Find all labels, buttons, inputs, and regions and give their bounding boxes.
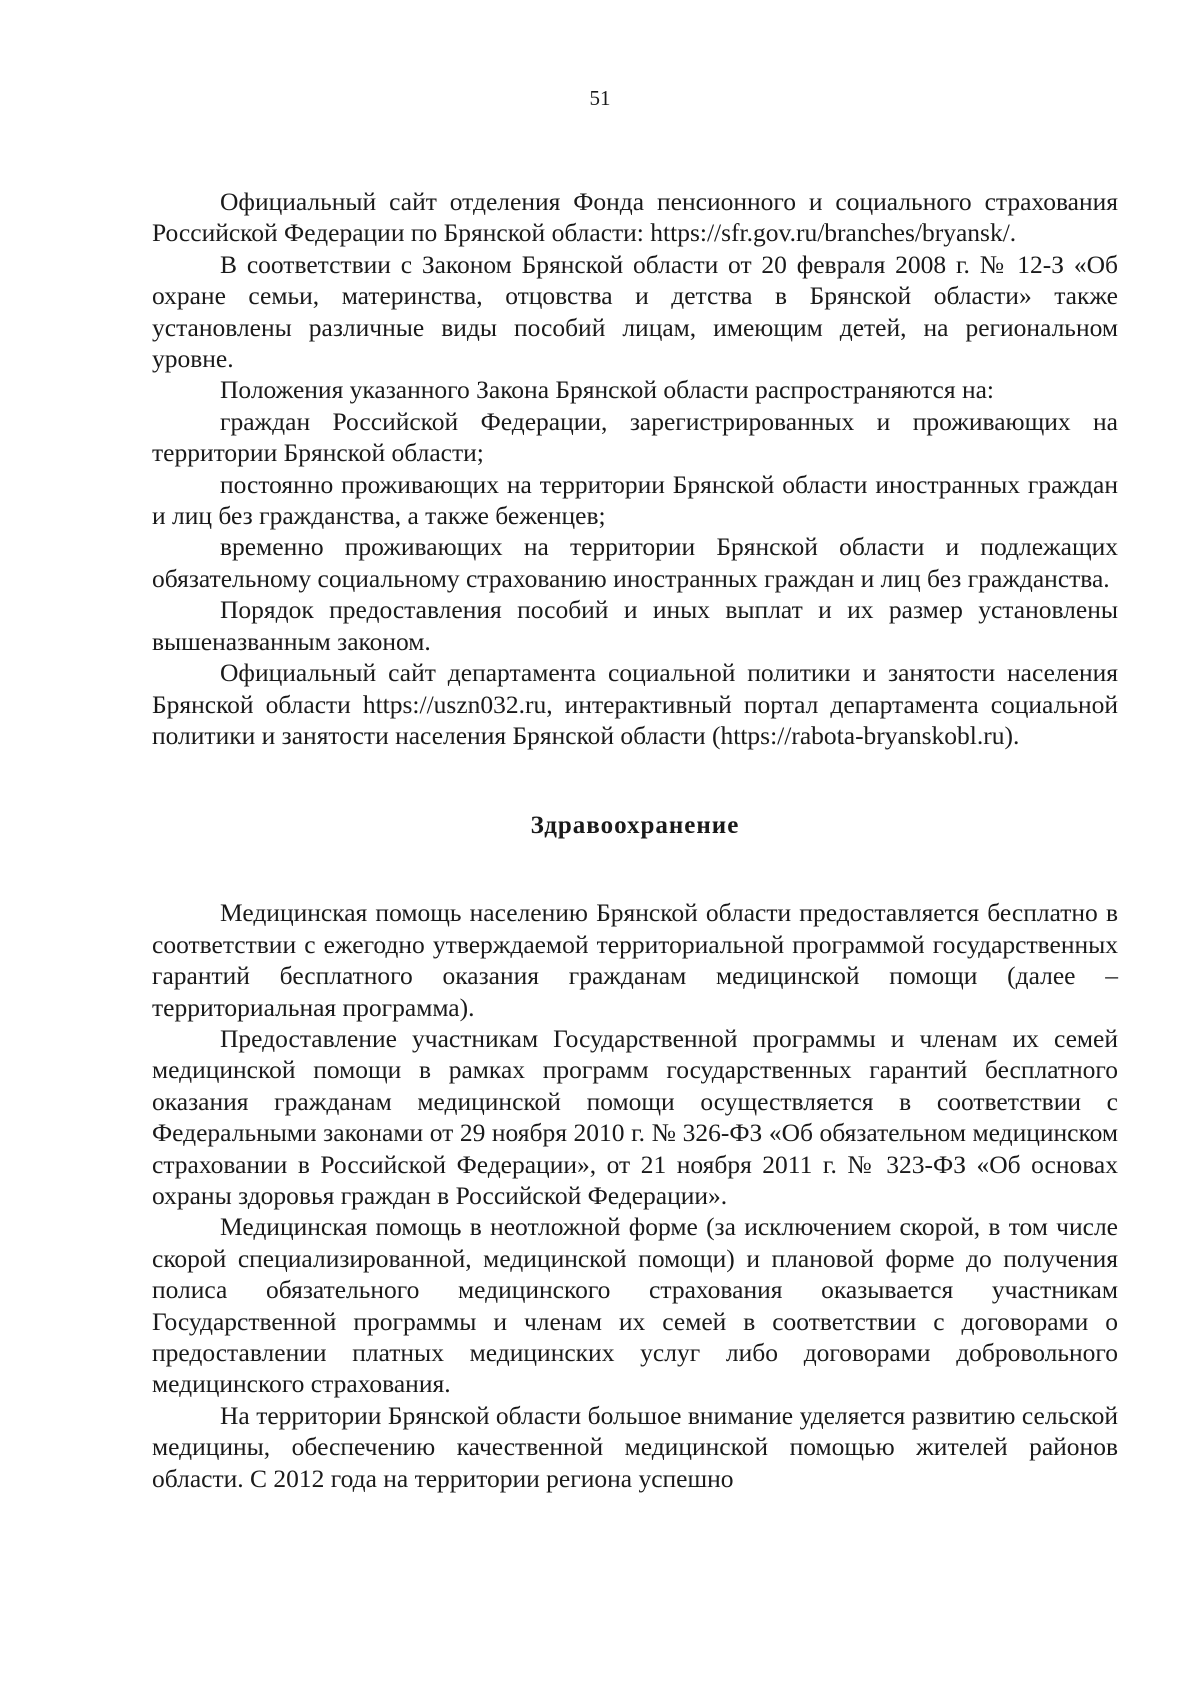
paragraph-scope-foreigners-permanent: постоянно проживающих на территории Брянской области иностранных граждан и лиц без гражданства, а также беженцев; [152,469,1118,531]
paragraph-scope-foreigners-temporary: временно проживающих на территории Брянской области и подлежащих обязательному социальному страхованию иностранных граждан и лиц без гражданства. [152,532,1118,593]
paragraph-state-guarantees: Предоставление участникам Государственной программы и членам их семей медицинской помощи в рамках программ государственных гарантий бесплатного оказания гражданам медицинской помощи осуществляется в соответствии с Федеральными законами от 29 ноября 2010 г. № 326-ФЗ «Об обязательном медицинском страховании в Российской Федерации», от 21 ноября 2011 г. № 323-ФЗ «Об основах охраны здоровья граждан в Российской Федерации». [152,1023,1118,1210]
section-healthcare [152,897,1118,1494]
paragraph-benefits-order: Порядок предоставления пособий и иных выплат и их размер установлены вышеназванным законом. [152,595,1118,656]
section-social-support [152,186,1118,751]
paragraph-urgent-care: Медицинская помощь в неотложной форме (за исключением скорой, в том числе скорой специализированной, медицинской помощи) и плановой форме до получения полиса обязательного медицинского страхования оказывается участникам Государственной программы и членам их семей в соответствии с договорами о предоставлении платных медицинских услуг либо договорами добровольного медицинского страхования. [152,1212,1118,1399]
page-number: 51 [589,86,611,110]
section-heading-healthcare: Здравоохранение [530,812,740,840]
paragraph-regional-law: В соответствии с Законом Брянской области от 20 февраля 2008 г. № 12-З «Об охране семьи, материнства, отцовства и детства в Брянской области» также установлены различные виды пособий лицам, имеющим детей, на региональном уровне. [152,249,1118,374]
page-body [152,186,1118,1494]
paragraph-department-website: Официальный сайт департамента социальной политики и занятости населения Брянской области https://uszn032.ru, интерактивный портал департамента социальной политики и занятости населения Брянской области (https://rabota-bryanskobl.ru). [152,658,1118,750]
paragraph-scope-citizens: граждан Российской Федерации, зарегистрированных и проживающих на территории Брянской области; [152,406,1118,468]
paragraph-free-medical-care: Медицинская помощь населению Брянской области предоставляется бесплатно в соответствии с ежегодно утверждаемой территориальной программой государственных гарантий бесплатного оказания гражданам медицинской помощи (далее – территориальная программа). [152,898,1118,1022]
paragraph-sfr-website: Официальный сайт отделения Фонда пенсионного и социального страхования Российской Федерации по Брянской области: https://sfr.gov.ru/branches/bryansk/. [152,187,1118,248]
paragraph-law-scope: Положения указанного Закона Брянской области распространяются на: [220,375,994,405]
paragraph-rural-medicine: На территории Брянской области большое внимание уделяется развитию сельской медицины, обеспечению качественной медицинской помощью жителей районов области. С 2012 года на территории региона успешно [152,1400,1118,1493]
